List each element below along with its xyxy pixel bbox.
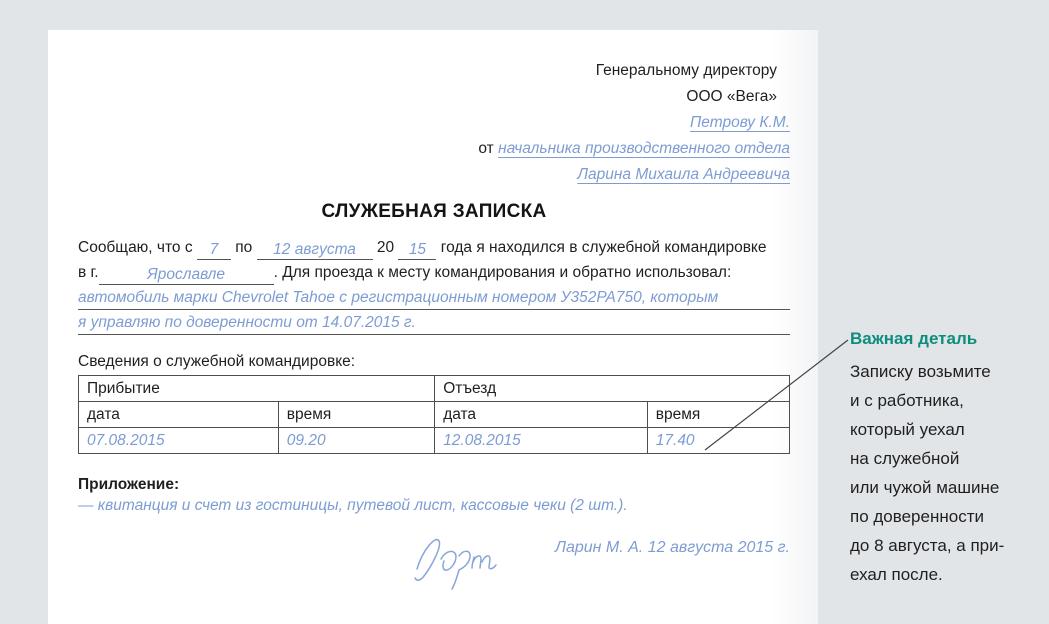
document-content: [48, 30, 818, 593]
from-name-line: [78, 162, 790, 188]
fill-line-vehicle: автомобиль марки Chevrolet Tahoe с регистрационным номером У352РА750, которым: [78, 285, 790, 310]
blank-year: 15: [398, 240, 436, 260]
from-prefix: от: [478, 140, 494, 157]
addressee-line-2: ООО «Вега»: [686, 88, 777, 105]
document-title: СЛУЖЕБНАЯ ЗАПИСКА: [321, 201, 547, 222]
body-paragraph: [78, 235, 790, 335]
signature-scribble: [410, 525, 505, 593]
annotation-line: или чужой машине: [850, 478, 1000, 497]
body-seg-6: . Для проезда к месту командирования и обратно использовал:: [273, 264, 732, 281]
addressee-block: [78, 58, 790, 188]
recipient-name-value: Петрову К.М.: [690, 114, 790, 131]
trip-table: [78, 375, 790, 454]
annotation-line: который уехал: [850, 420, 965, 439]
fill-line-proxy: я управляю по доверенности от 14.07.2015 г.: [78, 310, 790, 335]
annotation-line: Записку возьмите: [850, 362, 991, 381]
body-seg-5: в г.: [78, 264, 99, 281]
subheader-departure-date: дата: [435, 402, 648, 428]
document-sheet: [48, 30, 818, 624]
from-role-value: начальника производственного отдела: [498, 140, 790, 157]
value-arrival-time: 09.20: [278, 428, 434, 454]
annotation-panel: [850, 329, 1030, 589]
group-header-departure: Отъезд: [435, 376, 790, 402]
table-group-header-row: [79, 376, 790, 402]
signature-row: [78, 523, 790, 593]
annotation-line: на служебной: [850, 449, 960, 468]
body-seg-3: 20: [376, 239, 395, 256]
blank-period: 12 августа: [257, 240, 373, 260]
signature-name-date: Ларин М. А. 12 августа 2015 г.: [555, 539, 790, 556]
table-caption: Сведения о служебной командировке:: [78, 353, 356, 370]
annotation-line: и с работника,: [850, 391, 964, 410]
body-seg-1: Сообщаю, что с: [78, 239, 193, 256]
addressee-line-1: Генеральному директору: [595, 62, 777, 79]
blank-day-from: 7: [197, 240, 231, 260]
blank-city: Ярославле: [99, 265, 274, 285]
subheader-arrival-date: дата: [79, 402, 279, 428]
subheader-departure-time: время: [647, 402, 789, 428]
body-seg-4: года я находился в служебной командировке: [440, 239, 767, 256]
annotation-body: [850, 357, 1030, 589]
annotation-title: Важная деталь: [850, 329, 978, 348]
from-line: [78, 136, 790, 162]
annotation-line: до 8 августа, а при-: [850, 536, 1005, 555]
attachment-item: — квитанция и счет из гостиницы, путевой лист, кассовые чеки (2 шт.).: [78, 497, 628, 514]
body-seg-2: по: [235, 239, 253, 256]
group-header-arrival: Прибытие: [79, 376, 435, 402]
table-subheader-row: [79, 402, 790, 428]
from-name-value: Ларина Михаила Андреевича: [577, 166, 790, 183]
recipient-name: [78, 110, 790, 136]
value-arrival-date: 07.08.2015: [79, 428, 279, 454]
value-departure-date: 12.08.2015: [435, 428, 648, 454]
annotation-line: по доверенности: [850, 507, 984, 526]
annotation-line: ехал после.: [850, 565, 943, 584]
subheader-arrival-time: время: [278, 402, 434, 428]
attachment-label: Приложение:: [78, 476, 180, 493]
value-departure-time: 17.40: [647, 428, 789, 454]
table-values-row: [79, 428, 790, 454]
